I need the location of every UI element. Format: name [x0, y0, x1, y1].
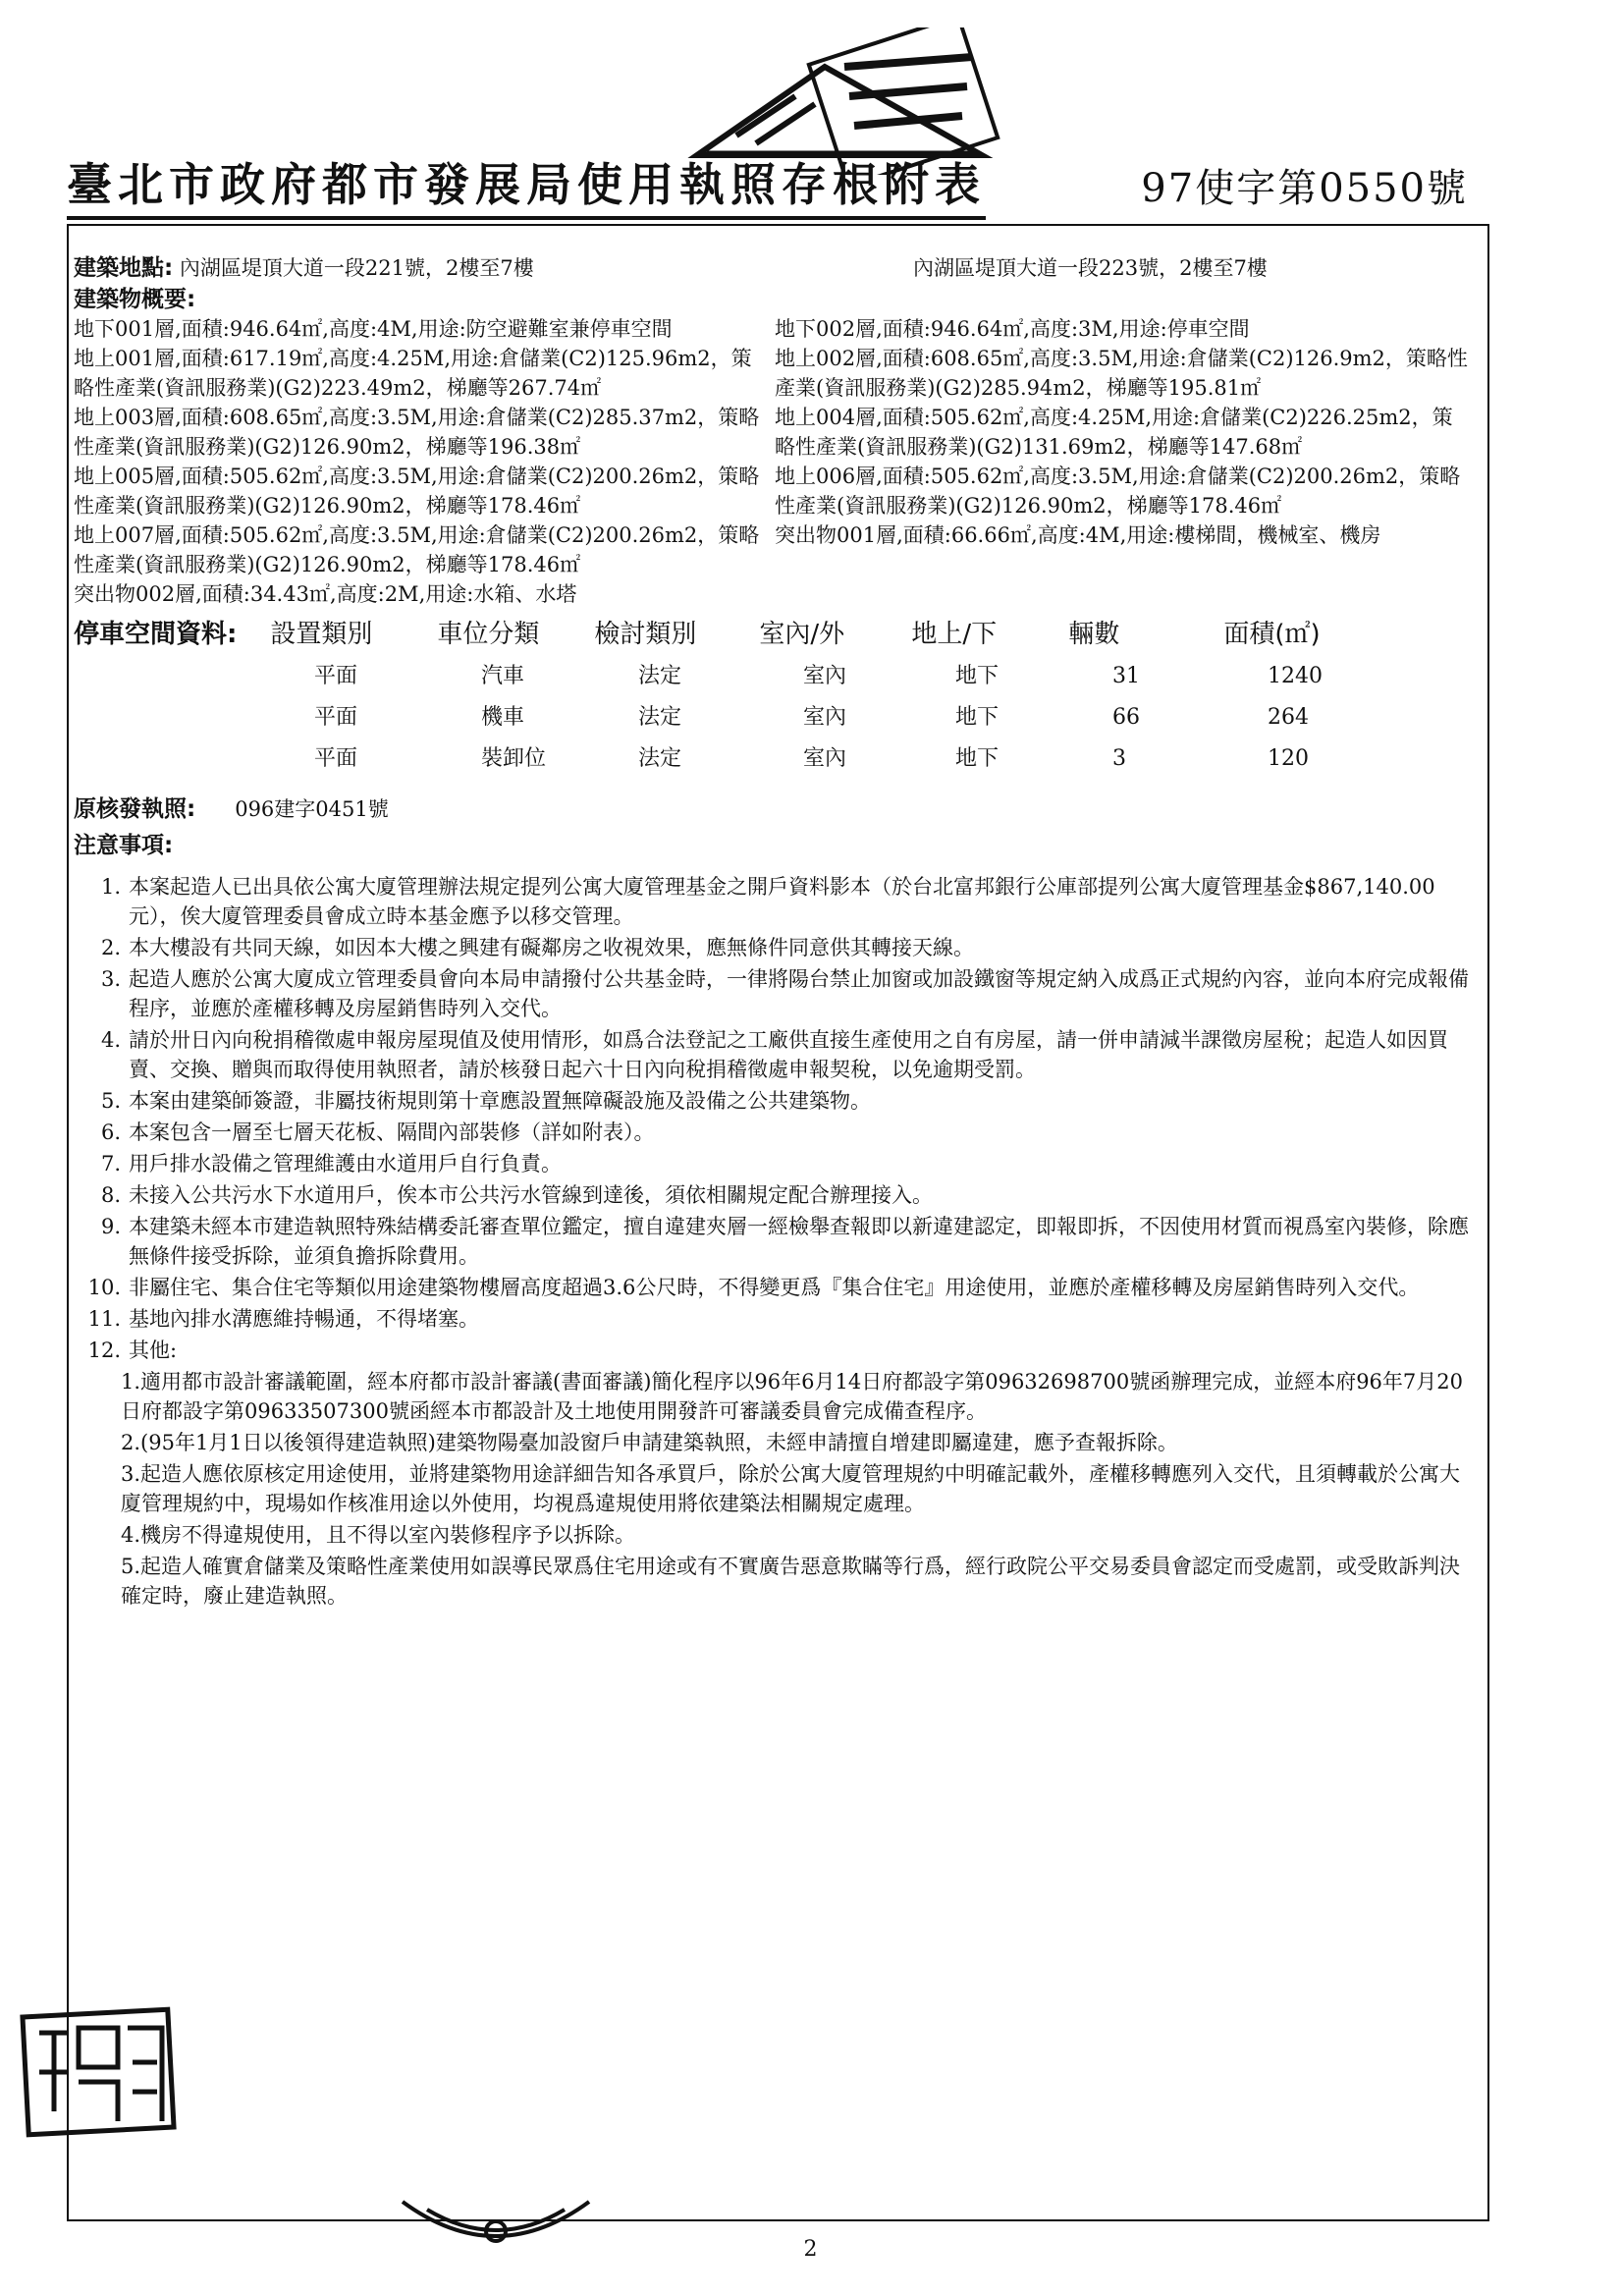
floor-item: 地上006層,面積:505.62㎡,高度:3.5M,用途:倉儲業(C2)200.26m2，策略性產業(資訊服務業)(G2)126.90m2，梯廳等178.46㎡ [775, 465, 1461, 518]
list-item: 4. 請於卅日內向稅捐稽徵處申報房屋現值及使用情形，如爲合法登記之工廠供直接生產使用之自有房屋，請一併申請減半課徵房屋稅；起造人如因買賣、交換、贈與而取得使用執照者，請於核發日起六十日內向稅捐稽徵處申報契稅，以免逾期受罰。 [100, 1028, 1448, 1081]
list-item: 8. 未接入公共污水下水道用戶，俟本市公共污水管線到達後，須依相關規定配合辦理接入。 [100, 1183, 933, 1207]
header [67, 155, 1486, 224]
list-item: 7. 用戶排水設備之管理維護由水道用戶自行負責。 [100, 1152, 562, 1175]
notes-list [74, 872, 1478, 1365]
list-item: 5. 本案由建築師簽證，非屬技術規則第十章應設置無障礙設施及設備之公共建築物。 [100, 1089, 871, 1113]
floor-item: 地上007層,面積:505.62㎡,高度:3.5M,用途:倉儲業(C2)200.26m2，策略性產業(資訊服務業)(G2)126.90m2，梯廳等178.46㎡ [74, 523, 760, 576]
parking-col-header: 車位分類 [437, 620, 540, 649]
list-item: 9. 本建築未經本市建造執照特殊結構委託審查單位鑑定，擅自違建夾層一經檢舉查報即以新違建認定，即報即拆，不因使用材質而視爲室內裝修，除應無條件接受拆除，並須負擔拆除費用。 [100, 1215, 1469, 1268]
other-item: 4.機房不得違規使用，且不得以室內裝修程序予以拆除。 [121, 1523, 636, 1547]
official-seal-top [677, 27, 1001, 175]
parking-col-header: 面積(㎡) [1223, 620, 1321, 649]
parking-col-header: 檢討類別 [594, 620, 697, 649]
parking-col-header: 設置類別 [270, 620, 373, 649]
site-address-b: 內湖區堤頂大道一段223號，2樓至7樓 [913, 256, 1268, 280]
parking-col-header: 室內/外 [759, 620, 845, 649]
overview-label: 建築物概要: [74, 287, 196, 312]
parking-row: 平面 機車 法定 室內 地下 66 264 [314, 705, 1309, 730]
other-items [121, 1367, 1478, 1611]
notes-label: 注意事項: [74, 833, 174, 858]
parking-col-header: 輛數 [1068, 620, 1120, 649]
floor-item: 地上002層,面積:608.65㎡,高度:3.5M,用途:倉儲業(C2)126.9m2，策略性產業(資訊服務業)(G2)285.94m2，梯廳等195.81㎡ [775, 347, 1468, 400]
site-row [74, 253, 1478, 285]
parking-label: 停車空間資料: [74, 620, 238, 649]
parking-row: 平面 汽車 法定 室內 地下 31 1240 [314, 664, 1323, 688]
page-number: 2 [803, 2237, 818, 2262]
parking-header [74, 613, 1478, 656]
site-label: 建築地點: [74, 255, 174, 281]
floor-item: 突出物001層,面積:66.66㎡,高度:4M,用途:樓梯間，機械室、機房 [775, 523, 1381, 547]
original-permit-label: 原核發執照: [74, 796, 196, 822]
other-item: 3.起造人應依原核定用途使用，並將建築物用途詳細告知各承買戶，除於公寓大廈管理規約中明確記載外，產權移轉應列入交代，且須轉載於公寓大廈管理規約中，現場如作核准用途以外使用，均視爲違規使用將依建築法相關規定處理。 [121, 1462, 1461, 1515]
list-item: 11. 基地內排水溝應維持暢通，不得堵塞。 [87, 1307, 479, 1331]
floor-item: 地下001層,面積:946.64㎡,高度:4M,用途:防空避難室兼停車空間 [74, 317, 673, 341]
permit-number: 97使字第0550號 [1141, 166, 1468, 211]
floor-item: 突出物002層,面積:34.43㎡,高度:2M,用途:水箱、水塔 [74, 582, 577, 606]
floor-item: 地上004層,面積:505.62㎡,高度:4.25M,用途:倉儲業(C2)226.25m2，策略性產業(資訊服務業)(G2)131.69m2，梯廳等147.68㎡ [775, 406, 1453, 459]
official-seal-left [20, 2003, 177, 2141]
list-item: 6. 本案包含一層至七層天花板、隔間內部裝修（詳如附表）。 [100, 1121, 655, 1144]
list-item: 10. 非屬住宅、集合住宅等類似用途建築物樓層高度超過3.6公尺時，不得變更爲『集合住宅』用途使用，並應於產權移轉及房屋銷售時列入交代。 [87, 1276, 1420, 1299]
parking-col-header: 地上/下 [911, 620, 998, 649]
floor-item: 地下002層,面積:946.64㎡,高度:3M,用途:停車空間 [775, 317, 1250, 341]
floor-item: 地上001層,面積:617.19㎡,高度:4.25M,用途:倉儲業(C2)125.96m2，策略性產業(資訊服務業)(G2)223.49m2，梯廳等267.74㎡ [74, 347, 752, 400]
original-permit-value: 096建字0451號 [235, 797, 389, 821]
list-item: 2. 本大樓設有共同天線，如因本大樓之興建有礙鄰房之收視效果，應無條件同意供其轉接天線。 [100, 936, 974, 959]
list-item: 12. 其他: [87, 1339, 178, 1362]
other-item: 2.(95年1月1日以後領得建造執照)建築物陽臺加設窗戶申請建築執照，未經申請擅自增建即屬違建，應予查報拆除。 [121, 1431, 1178, 1454]
site-address-a: 內湖區堤頂大道一段221號，2樓至7樓 [179, 256, 534, 280]
floor-list [74, 314, 1478, 609]
floor-item: 地上005層,面積:505.62㎡,高度:3.5M,用途:倉儲業(C2)200.26m2，策略性產業(資訊服務業)(G2)126.90m2，梯廳等178.46㎡ [74, 465, 760, 518]
floor-item: 地上003層,面積:608.65㎡,高度:3.5M,用途:倉儲業(C2)285.37m2，策略性產業(資訊服務業)(G2)126.90m2，梯廳等196.38㎡ [74, 406, 760, 459]
original-permit-row [74, 792, 1478, 827]
parking-row: 平面 裝卸位 法定 室內 地下 3 120 [314, 746, 1309, 771]
other-item: 1.適用都市設計審議範圍，經本府都市設計審議(書面審議)簡化程序以96年6月14日府都設字第09632698700號函辦理完成，並經本府96年7月20日府都設字第09633507300號函經本市都設計及土地使用開發許可審議委員會完成備查程序。 [121, 1370, 1463, 1423]
other-item: 5.起造人確實倉儲業及策略性產業使用如誤導民眾爲住宅用途或有不實廣告惡意欺瞞等行爲，經行政院公平交易委員會認定而受處罰，或受敗訴判決確定時，廢止建造執照。 [121, 1555, 1461, 1608]
list-item: 3. 起造人應於公寓大廈成立管理委員會向本局申請撥付公共基金時，一律將陽台禁止加窗或加設鐵窗等規定納入成爲正式規約內容，並向本府完成報備程序，並應於產權移轉及房屋銷售時列入交代。 [100, 967, 1469, 1020]
list-item: 1. 本案起造人已出具依公寓大廈管理辦法規定提列公寓大廈管理基金之開戶資料影本（於台北富邦銀行公庫部提列公寓大廈管理基金$867,140.00元），俟大廈管理委員會成立時本基金應予以移交管理。 [100, 875, 1435, 928]
document-title: 臺北市政府都市發展局使用執照存根附表 [67, 155, 986, 220]
main-content [74, 253, 1478, 1613]
